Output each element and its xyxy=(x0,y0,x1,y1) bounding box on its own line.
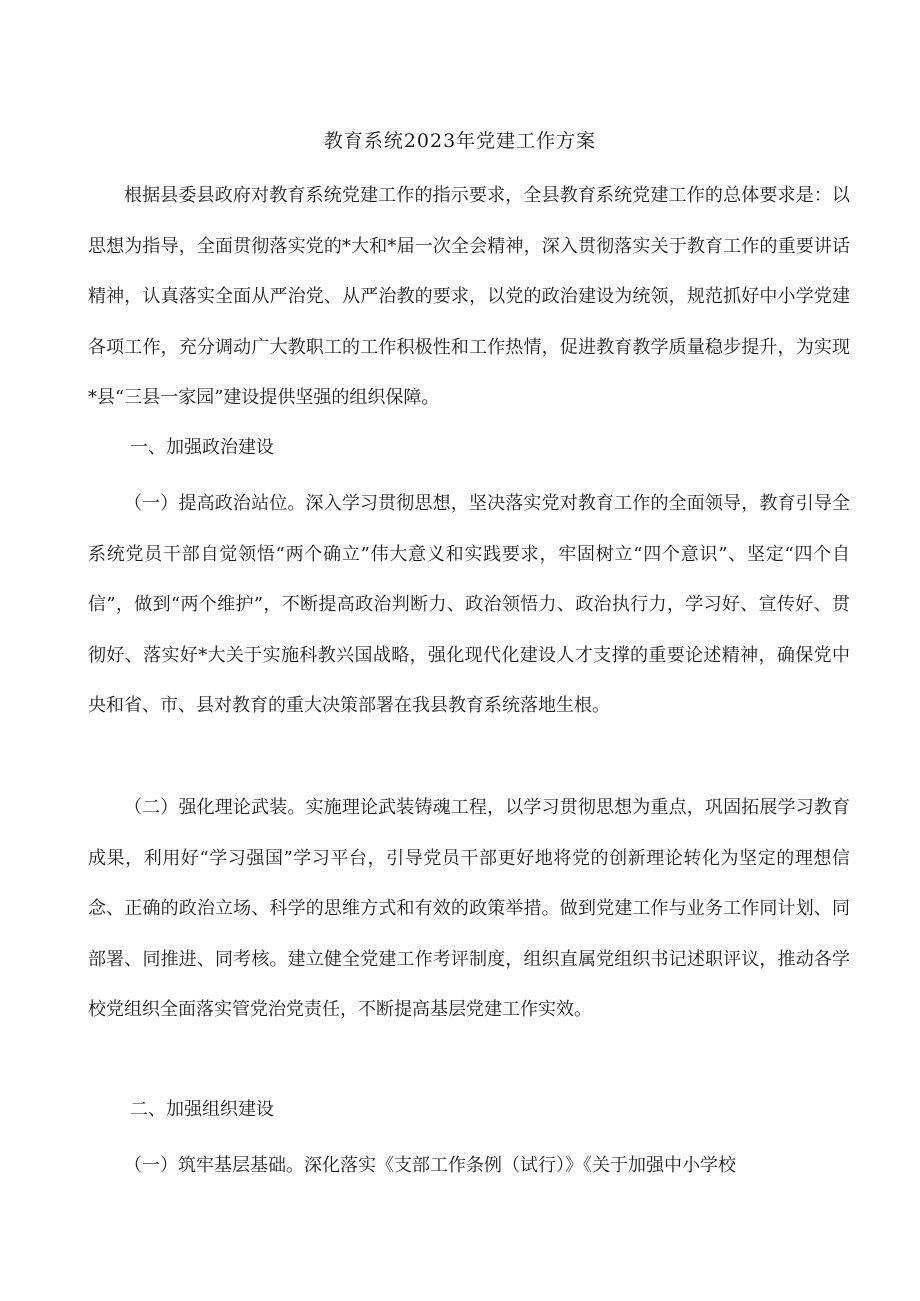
intro-paragraph: 根据县委县政府对教育系统党建工作的指示要求，全县教育系统党建工作的总体要求是：以思想为指导，全面贯彻落实党的*大和*届一次全会精神，深入贯彻落实关于教育工作的重要讲话精神，认真落实全面从严治党、从严治教的要求，以党的政治建设为统领，规范抓好中小学党建各项工作，充分调动广大教职工的工作积极性和工作热情，促进教育教学质量稳步提升，为实现*县“三县一家园”建设提供坚强的组织保障。 xyxy=(88,185,850,409)
paragraph-political-stance: （一）提高政治站位。深入学习贯彻思想，坚决落实党对教育工作的全面领导，教育引导全系统党员干部自觉领悟“两个确立”伟大意义和实践要求，牢固树立“四个意识”、坚定“四个自信”，做到“两个维护”，不断提高政治判断力、政治领悟力、政治执行力，学习好、宣传好、贯彻好、落实好*大关于实施科教兴国战略，强化现代化建设人才支撑的重要论述精神，确保党中央和省、市、县对教育的重大决策部署在我县教育系统落地生根。 xyxy=(88,493,850,717)
document-title: 教育系统2023年党建工作方案 xyxy=(323,130,597,152)
paragraph-grassroots-foundation: （一）筑牢基层基础。深化落实《支部工作条例（试行）》《关于加强中小学校 xyxy=(124,1155,736,1176)
section-heading-organization: 二、加强组织建设 xyxy=(130,1099,274,1120)
section-heading-political: 一、加强政治建设 xyxy=(130,437,274,458)
paragraph-theory-armament: （二）强化理论武装。实施理论武装铸魂工程，以学习贯彻思想为重点，巩固拓展学习教育成果，利用好“学习强国”学习平台，引导党员干部更好地将党的创新理论转化为坚定的理想信念、正确的政治立场、科学的思维方式和有效的政策举措。做到党建工作与业务工作同计划、同部署、同推进、同考核。建立健全党建工作考评制度，组织直属党组织书记述职评议，推动各学校党组织全面落实管党治党责任，不断提高基层党建工作实效。 xyxy=(88,797,850,1021)
